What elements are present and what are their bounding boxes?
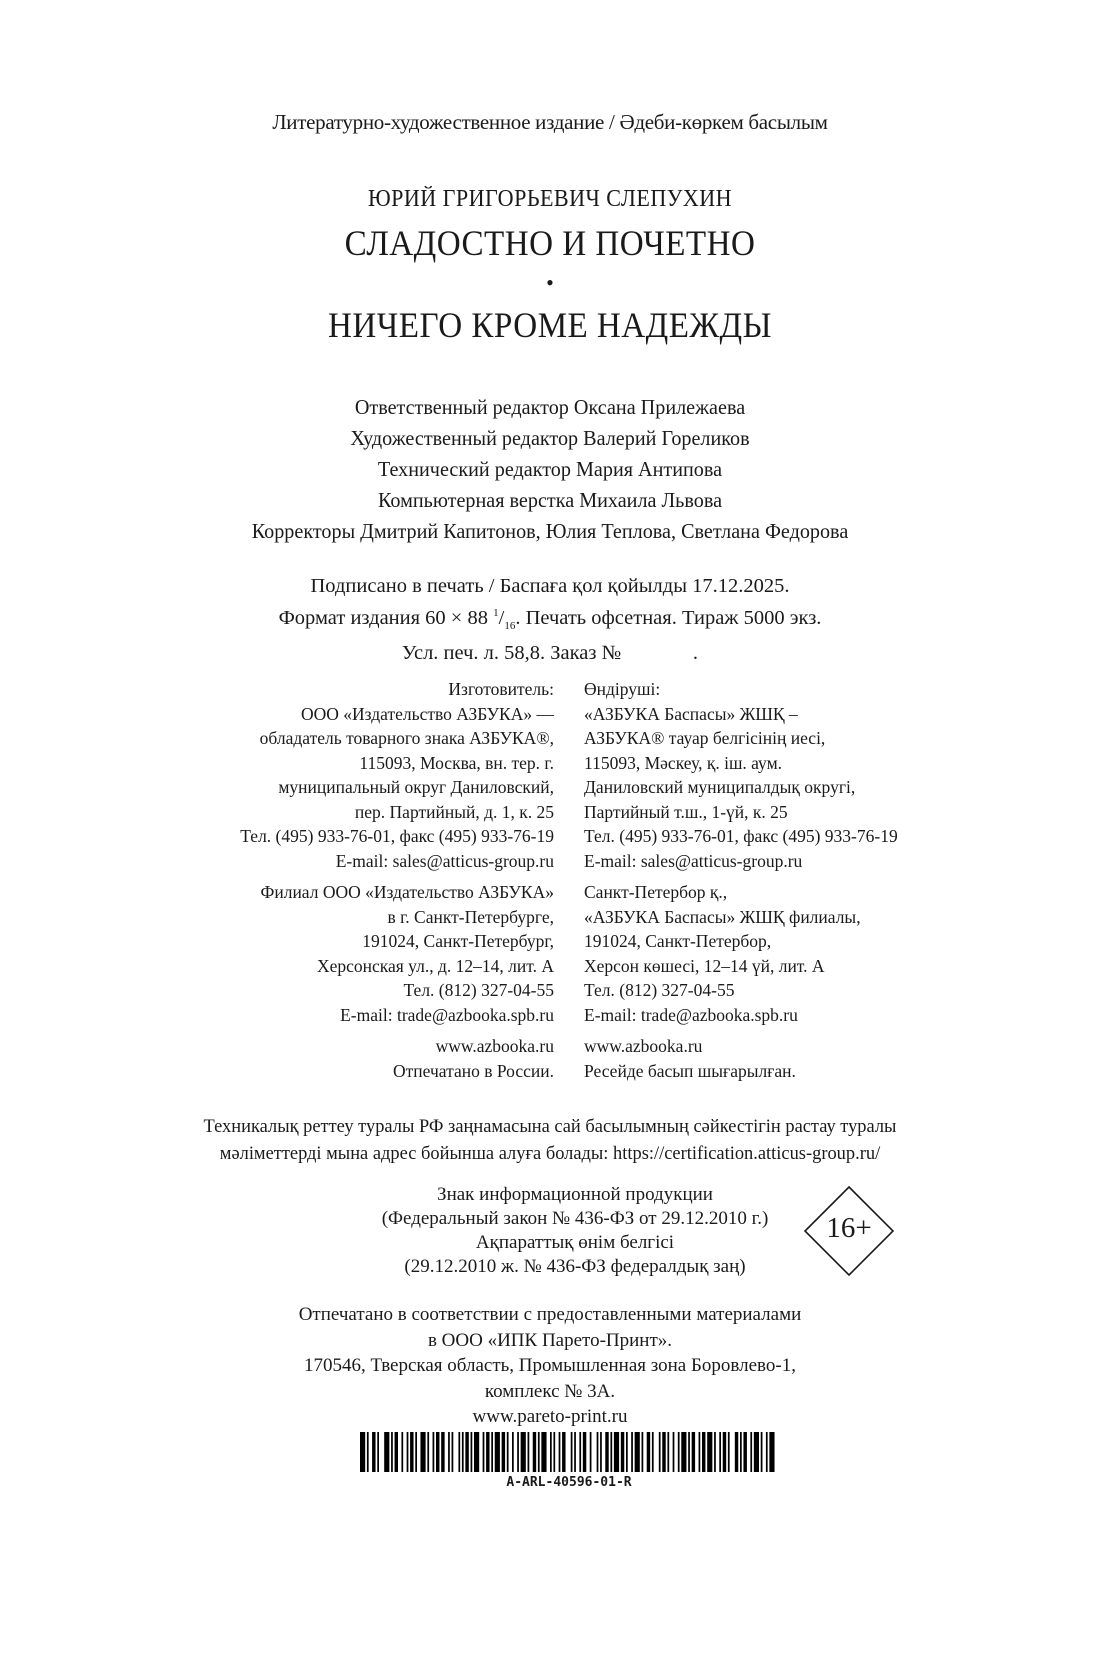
text-line: ООО «Издательство АЗБУКА» — xyxy=(300,703,554,724)
text-line: Отпечатано в России. xyxy=(393,1060,554,1081)
author-name: ЮРИЙ ГРИГОРЬЕВИЧ СЛЕПУХИН xyxy=(367,186,733,212)
book-title-2: НИЧЕГО КРОМЕ НАДЕЖДЫ xyxy=(328,305,772,345)
text-line: 191024, Санкт-Петербург, xyxy=(362,931,554,951)
text-line: 170546, Тверская область, Промышленная зона Боровлево-1, xyxy=(304,1355,796,1376)
text-line: Техникалық реттеу туралы РФ заңнамасына сай басылымның сәйкестігін растау туралы xyxy=(203,1116,897,1137)
text-line: Филиал ООО «Издательство АЗБУКА» xyxy=(260,882,554,902)
manufacturer-ru xyxy=(240,677,554,1083)
text-line: Санкт-Петербор қ., xyxy=(584,882,728,902)
text-line: 191024, Санкт-Петербор, xyxy=(584,931,772,951)
printer-info xyxy=(0,1302,1100,1430)
signed-date: Подписано в печать / Баспаға қол қойылды 17.12.2025. xyxy=(310,575,790,597)
email-link[interactable]: E-mail: sales@atticus-group.ru xyxy=(584,850,803,871)
text-line: Даниловский муниципалдық округі, xyxy=(584,777,856,797)
website-link[interactable]: www.azbooka.ru xyxy=(435,1036,554,1056)
manufacturer-kz xyxy=(584,677,898,1083)
email-link[interactable]: E-mail: trade@azbooka.spb.ru xyxy=(584,1004,798,1025)
email-link[interactable]: E-mail: trade@azbooka.spb.ru xyxy=(340,1004,554,1025)
text-line: Тел. (495) 933-76-01, факс (495) 933-76-19 xyxy=(240,826,554,846)
barcode-icon xyxy=(360,1432,778,1472)
text-line: АЗБУКА® тауар белгісінің иесі, xyxy=(584,728,826,748)
age-rating-badge xyxy=(804,1186,894,1276)
text-line: обладатель товарного знака АЗБУКА®, xyxy=(259,728,554,748)
text-line: Тел. (812) 327-04-55 xyxy=(584,980,735,1000)
credit-line: Технический редактор Мария Антипова xyxy=(377,457,723,481)
format-denominator: 16 xyxy=(504,619,516,632)
certification-notice xyxy=(17,1113,1084,1167)
text-line: (29.12.2010 ж. № 436-ФЗ федералдық заң) xyxy=(404,1256,746,1277)
text-line: «АЗБУКА Баспасы» ЖШҚ – xyxy=(584,703,798,724)
print-info xyxy=(0,573,1100,667)
genre-label: Литературно-художественное издание / Әдеби-көркем басылым xyxy=(272,110,828,134)
text-line: комплекс № 3А. xyxy=(484,1380,616,1402)
manufacturer-main-ru xyxy=(240,677,554,873)
email-link[interactable]: E-mail: sales@atticus-group.ru xyxy=(335,850,554,871)
manufacturer-footer-kz xyxy=(584,1034,898,1083)
manufacturer-branch-ru xyxy=(240,880,554,1027)
text-line: Тел. (812) 327-04-55 xyxy=(403,980,554,1000)
text-line: в ООО «ИПК Парето-Принт». xyxy=(427,1329,673,1351)
website-link[interactable]: www.azbooka.ru xyxy=(584,1036,703,1056)
info-product-sign xyxy=(330,1183,820,1279)
editorial-credits xyxy=(0,392,1100,547)
text-line: Ресейде басып шығарылған. xyxy=(584,1060,796,1081)
printer-website-link[interactable]: www.pareto-print.ru xyxy=(472,1406,628,1427)
certification-link[interactable]: мәліметтерді мына адрес бойынша алуға болады: https://certification.atticus-group.ru/ xyxy=(219,1143,881,1164)
text-line: 115093, Мәскеу, қ. іш. аум. xyxy=(584,752,783,773)
manufacturer-footer-ru xyxy=(240,1034,554,1083)
title-separator-bullet: • xyxy=(546,270,554,295)
text-line: (Федеральный закон № 436-ФЗ от 29.12.2010 г.) xyxy=(381,1208,769,1229)
text-line: муниципальный округ Даниловский, xyxy=(278,777,554,797)
barcode-label: A-ARL-40596-01-R xyxy=(506,1475,632,1490)
format-suffix: . Печать офсетная. Тираж 5000 экз. xyxy=(515,606,822,629)
format-line xyxy=(0,600,1100,640)
text-line: в г. Санкт-Петербурге, xyxy=(387,906,554,927)
text-line: Херсон көшесі, 12–14 үй, лит. А xyxy=(584,955,825,976)
format-numerator: 1 xyxy=(493,607,499,619)
text-line: Изготовитель: xyxy=(448,679,554,699)
manufacturer-main-kz xyxy=(584,677,898,873)
credit-line: Корректоры Дмитрий Капитонов, Юлия Теплова, Светлана Федорова xyxy=(251,519,849,543)
text-line: Өндіруші: xyxy=(584,679,661,699)
manufacturer-branch-kz xyxy=(584,880,898,1027)
text-line: Партийный т.ш., 1-үй, к. 25 xyxy=(584,801,788,822)
text-line: Отпечатано в соответствии с предоставленными материалами xyxy=(298,1304,802,1325)
text-line: Херсонская ул., д. 12–14, лит. А xyxy=(316,955,554,976)
format-slash: / xyxy=(498,606,505,629)
format-prefix: Формат издания 60 × 88 xyxy=(278,606,494,629)
credit-line: Художественный редактор Валерий Гореликов xyxy=(350,426,750,450)
credit-line: Ответственный редактор Оксана Прилежаева xyxy=(354,395,746,419)
text-line: 115093, Москва, вн. тер. г. xyxy=(359,752,554,773)
age-rating: 16+ xyxy=(826,1212,872,1244)
text-line: «АЗБУКА Баспасы» ЖШҚ филиалы, xyxy=(584,906,861,927)
credit-line: Компьютерная верстка Михаила Львова xyxy=(377,488,723,512)
text-line: Тел. (495) 933-76-01, факс (495) 933-76-19 xyxy=(584,826,898,846)
text-line: Знак информационной продукции xyxy=(437,1184,713,1205)
text-line: Ақпараттық өнім белгісі xyxy=(475,1232,675,1253)
text-line: пер. Партийный, д. 1, к. 25 xyxy=(354,801,554,822)
order-line: Усл. печ. л. 58,8. Заказ № . xyxy=(401,641,699,664)
book-title-1: СЛАДОСТНО И ПОЧЕТНО xyxy=(344,223,756,263)
